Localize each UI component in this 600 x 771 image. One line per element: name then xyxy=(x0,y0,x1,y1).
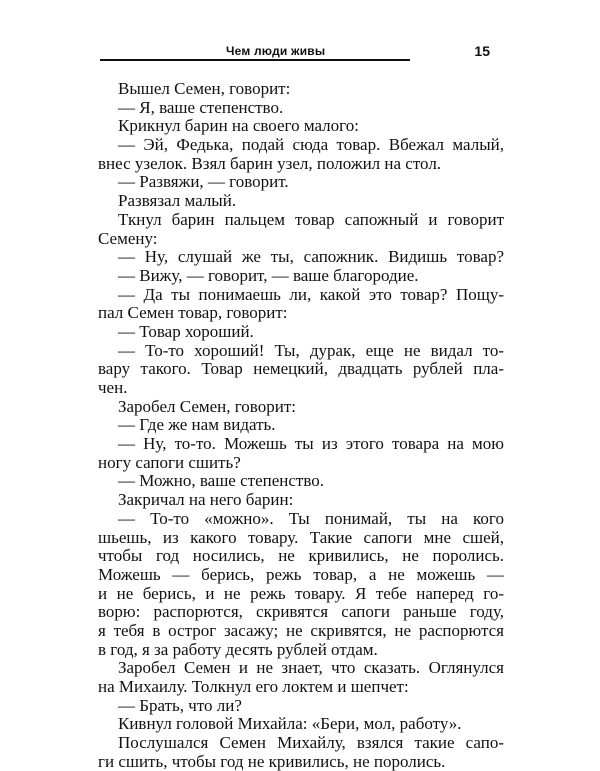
text-line: Заробел Семен, говорит: xyxy=(118,396,296,416)
text-line: вару такого. Товар немецкий, двадцать рублей пла- xyxy=(98,360,504,379)
running-title: Чем люди живы xyxy=(226,44,326,58)
text-line: Развязал малый. xyxy=(118,191,237,211)
text-line: шьешь, из какого товару. Такие сапоги мне сшей, xyxy=(98,528,504,547)
text-line: — Вижу, — говорит, — ваше благородие. xyxy=(118,265,419,285)
text-line: я тебя в острог засажу; не скривятся, не распорются xyxy=(98,621,504,640)
text-line: ги сшить, чтобы год не кривились, не поролись. xyxy=(98,751,446,771)
text-line: на Михаилу. Толкнул его локтем и шепчет: xyxy=(98,677,409,696)
text-line: Кивнул головой Михайла: «Бери, мол, работу». xyxy=(118,714,462,734)
text-line: Можешь — берись, режь товар, а не можешь — xyxy=(98,565,504,584)
text-line: — Развяжи, — говорит. xyxy=(118,172,289,192)
header-rule xyxy=(100,59,410,61)
text-line: — То-то «можно». Ты понимай, ты на кого xyxy=(118,509,504,528)
text-line: — Ну, то-то. Можешь ты из этого товара на мою xyxy=(118,435,504,454)
body-text xyxy=(98,80,504,771)
text-line: чтобы год носились, не кривились, не поролись. xyxy=(98,547,504,566)
text-line: чен. xyxy=(98,378,128,397)
text-line: — Ну, слушай же ты, сапожник. Видишь товар? xyxy=(118,248,504,267)
text-line: Заробел Семен и не знает, что сказать. Оглянулся xyxy=(118,659,504,678)
text-line: пал Семен товар, говорит: xyxy=(98,303,288,323)
running-head xyxy=(100,44,490,66)
text-line: — Я, ваше степенство. xyxy=(118,97,284,117)
text-line: Послушался Семен Михайлу, взялся такие сапо- xyxy=(118,734,504,753)
text-line: — Да ты понимаешь ли, какой это товар? Пощу- xyxy=(118,285,504,304)
text-line: — То-то хороший! Ты, дурак, еще не видал то- xyxy=(118,341,504,360)
text-line: Семену: xyxy=(98,228,158,248)
text-line: ворю: распорются, скривятся сапоги раньше году, xyxy=(98,603,504,622)
text-line: — Где же нам видать. xyxy=(118,415,276,435)
text-line: — Товар хороший. xyxy=(118,321,254,341)
text-line: — Можно, ваше степенство. xyxy=(118,471,324,491)
text-line: ногу сапоги сшить? xyxy=(98,452,241,472)
text-line: и не берись, и не режь товару. Я тебе наперед го- xyxy=(98,584,504,603)
text-line: в год, я за работу десять рублей отдам. xyxy=(98,639,378,659)
text-line: — Брать, что ли? xyxy=(118,695,242,715)
text-line: — Эй, Федька, подай сюда товар. Вбежал малый, xyxy=(118,136,504,155)
text-line: Ткнул барин пальцем товар сапожный и говорит xyxy=(118,210,504,229)
text-line: Крикнул барин на своего малого: xyxy=(118,116,359,136)
text-line: Закричал на него барин: xyxy=(118,490,294,510)
text-line: Вышел Семен, говорит: xyxy=(118,79,291,98)
page-number: 15 xyxy=(474,43,490,59)
text-line: внес узелок. Взял барин узел, положил на стол. xyxy=(98,153,442,173)
